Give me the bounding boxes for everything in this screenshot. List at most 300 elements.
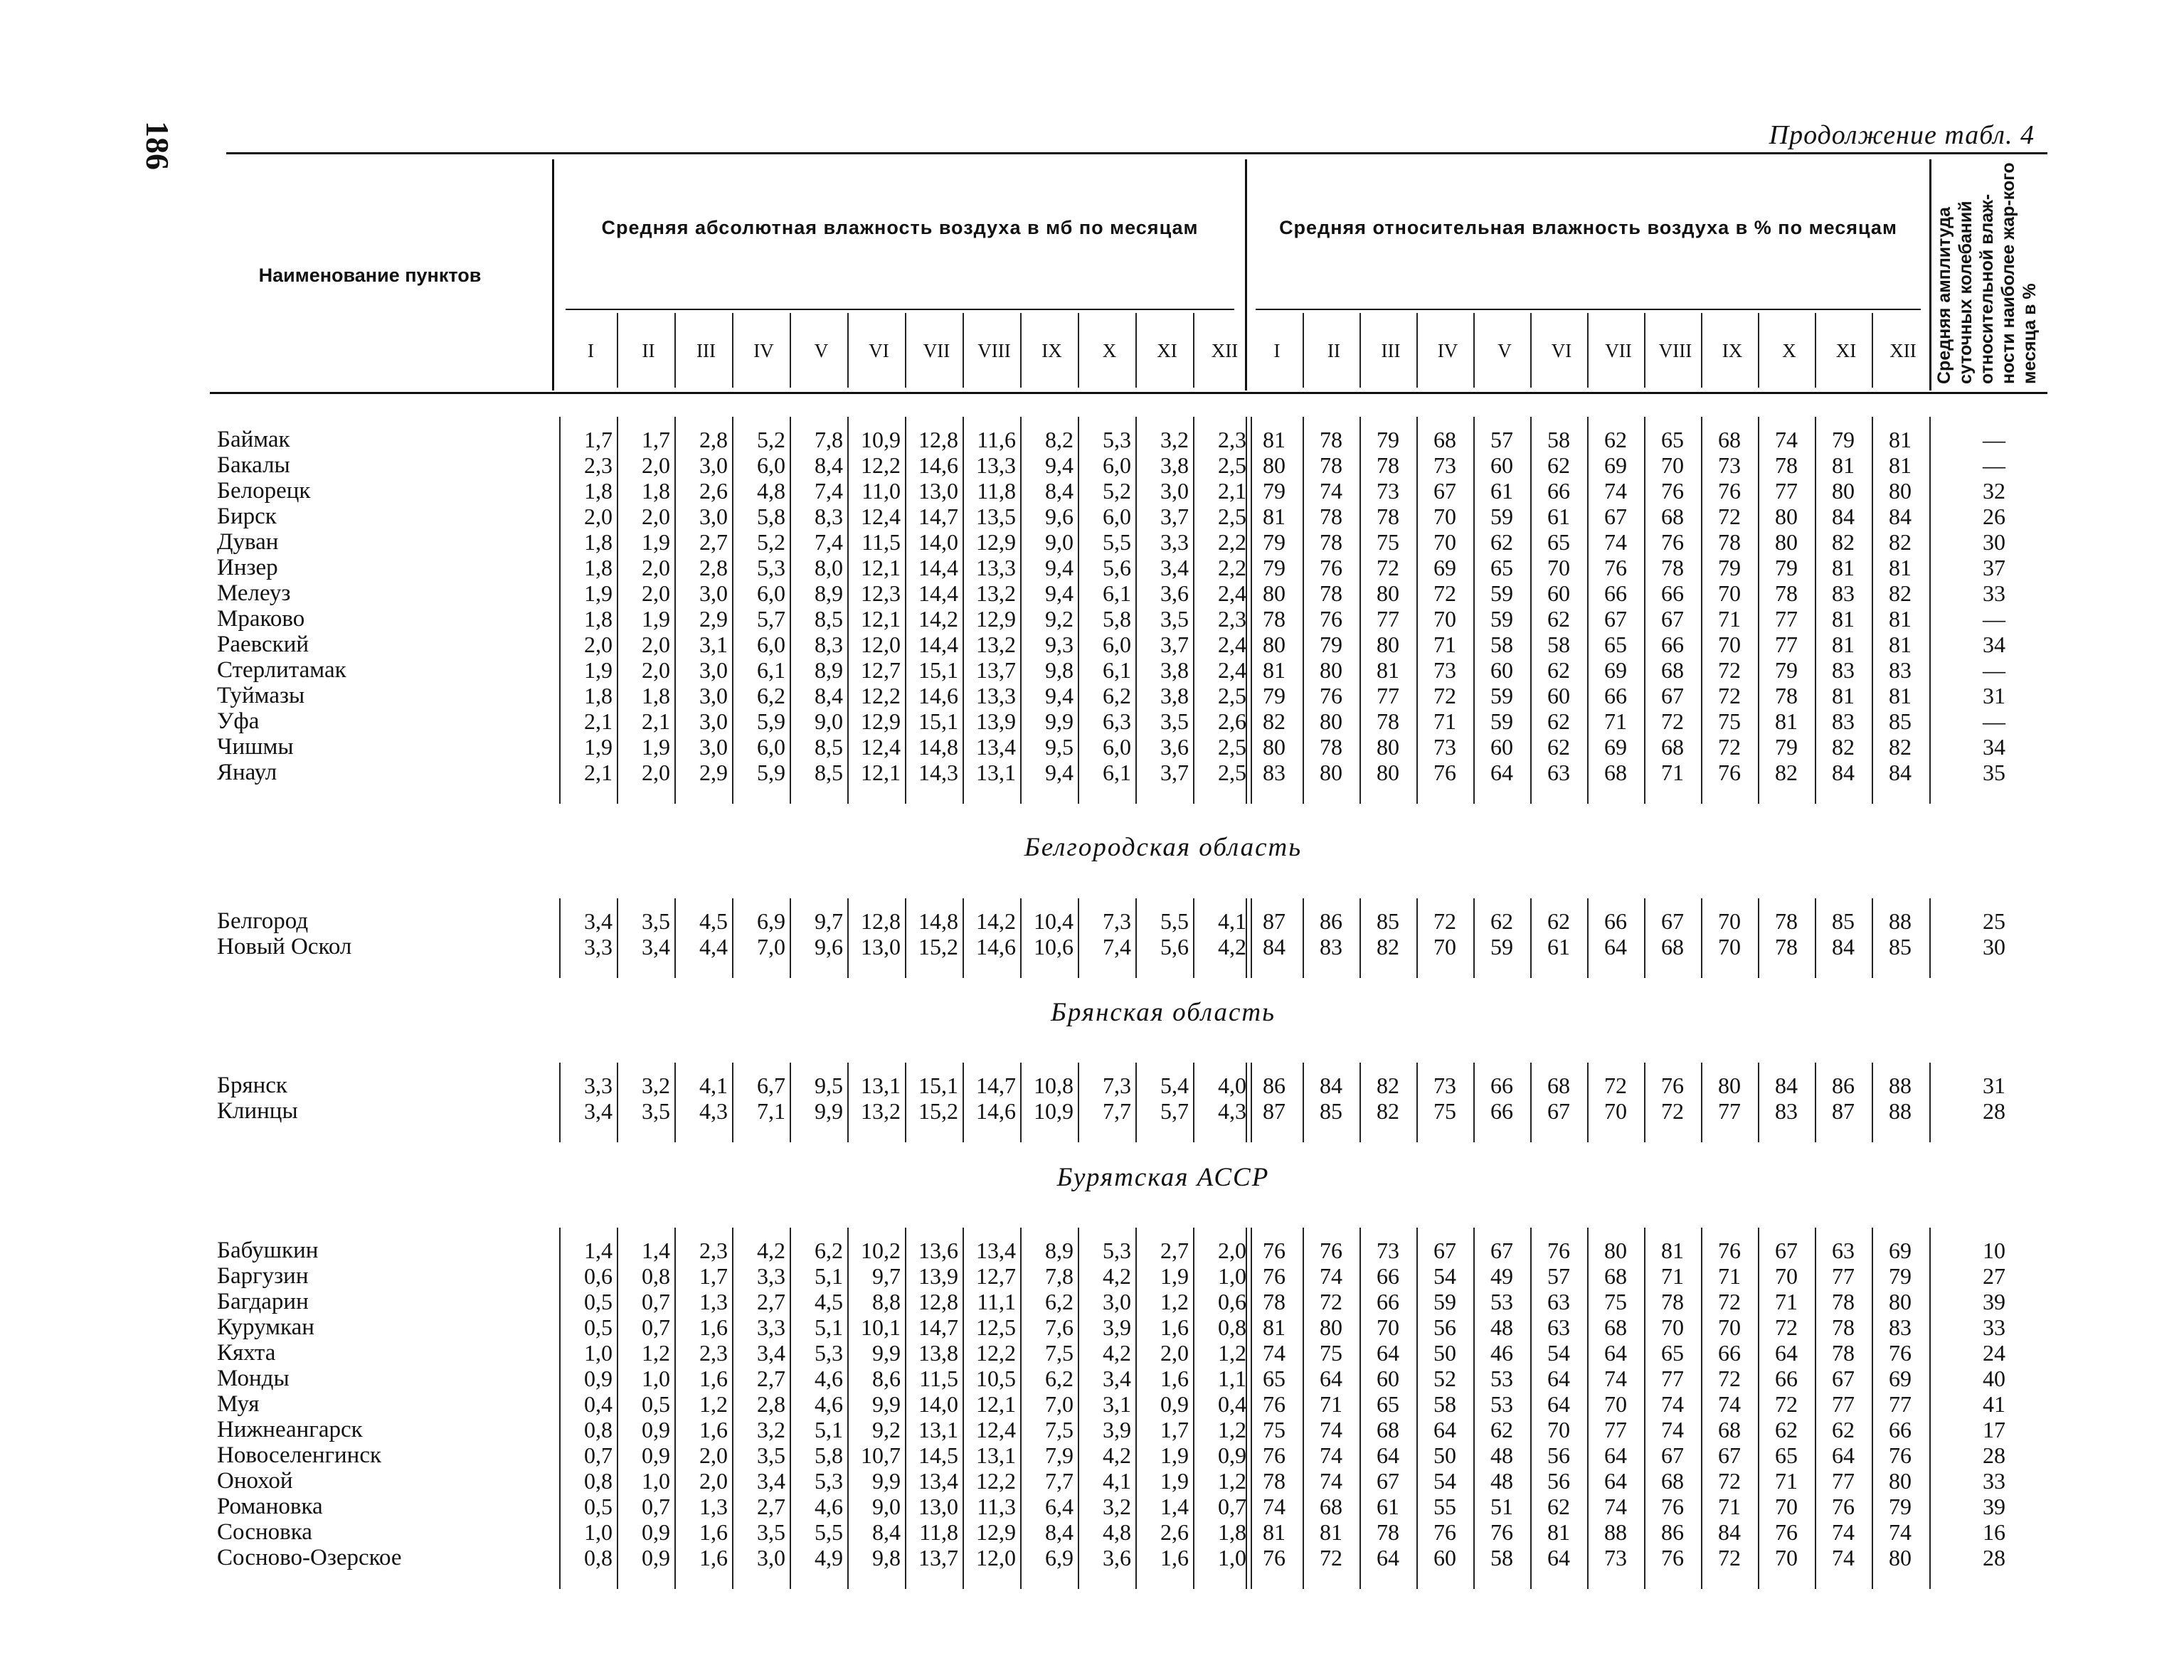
abs-humidity-cell: 14,4 bbox=[918, 555, 958, 580]
column-separator bbox=[1193, 898, 1194, 978]
station-name: Мраково bbox=[217, 606, 305, 632]
rel-humidity-cell: 57 bbox=[1547, 1263, 1570, 1289]
rel-humidity-cell: 79 bbox=[1775, 555, 1798, 580]
abs-humidity-cell: 1,2 bbox=[1218, 1468, 1246, 1494]
abs-humidity-cell: 6,9 bbox=[757, 908, 785, 934]
abs-humidity-cell: 1,9 bbox=[1160, 1468, 1189, 1494]
rel-month-header: IV bbox=[1437, 340, 1458, 361]
abs-humidity-cell: 13,3 bbox=[976, 452, 1016, 478]
rel-humidity-cell: 76 bbox=[1718, 478, 1741, 504]
abs-humidity-cell: 8,4 bbox=[872, 1519, 901, 1545]
abs-humidity-cell: 2,9 bbox=[699, 606, 728, 632]
rel-humidity-cell: 67 bbox=[1718, 1442, 1741, 1468]
rel-humidity-cell: 78 bbox=[1718, 529, 1741, 555]
rel-humidity-cell: 69 bbox=[1604, 657, 1627, 683]
month-header-separator bbox=[1758, 313, 1759, 388]
rel-humidity-cell: 73 bbox=[1433, 734, 1456, 760]
abs-month-header: II bbox=[642, 340, 655, 361]
rel-humidity-cell: 65 bbox=[1490, 555, 1513, 580]
station-name: Романовка bbox=[217, 1494, 323, 1519]
amplitude-cell: 32 bbox=[1983, 478, 2005, 504]
rel-humidity-cell: 67 bbox=[1832, 1366, 1855, 1391]
rel-humidity-cell: 74 bbox=[1320, 1263, 1342, 1289]
abs-humidity-cell: 1,0 bbox=[584, 1519, 613, 1545]
rel-humidity-cell: 80 bbox=[1320, 657, 1342, 683]
abs-humidity-cell: 2,5 bbox=[1218, 452, 1246, 478]
station-name: Янаул bbox=[217, 760, 277, 785]
rel-humidity-cell: 84 bbox=[1718, 1519, 1741, 1545]
abs-humidity-cell: 9,0 bbox=[815, 708, 843, 734]
section-title: Бурятская АССР bbox=[1056, 1163, 1270, 1192]
rel-humidity-cell: 72 bbox=[1433, 908, 1456, 934]
amplitude-cell: 33 bbox=[1983, 1314, 2005, 1340]
abs-humidity-cell: 13,4 bbox=[918, 1468, 958, 1494]
abs-month-header: VIII bbox=[977, 340, 1011, 361]
rel-humidity-cell: 83 bbox=[1263, 760, 1286, 785]
rel-humidity-cell: 77 bbox=[1718, 1098, 1741, 1124]
abs-humidity-cell: 14,7 bbox=[976, 1073, 1016, 1098]
rel-month-header: II bbox=[1327, 340, 1340, 361]
rel-humidity-cell: 57 bbox=[1490, 427, 1513, 452]
column-separator bbox=[674, 1063, 676, 1142]
abs-humidity-cell: 14,4 bbox=[918, 580, 958, 606]
abs-humidity-cell: 0,7 bbox=[1218, 1494, 1246, 1519]
month-header-separator bbox=[963, 313, 964, 388]
rel-humidity-cell: 79 bbox=[1263, 555, 1286, 580]
abs-humidity-cell: 1,3 bbox=[699, 1494, 728, 1519]
abs-humidity-cell: 9,9 bbox=[815, 1098, 843, 1124]
abs-humidity-cell: 2,6 bbox=[1160, 1519, 1189, 1545]
column-separator bbox=[1416, 1063, 1418, 1142]
rel-humidity-cell: 79 bbox=[1718, 555, 1741, 580]
rel-humidity-cell: 60 bbox=[1490, 657, 1513, 683]
abs-humidity-cell: 3,3 bbox=[584, 1073, 613, 1098]
rel-humidity-cell: 75 bbox=[1263, 1417, 1286, 1442]
abs-humidity-cell: 9,9 bbox=[872, 1468, 901, 1494]
abs-humidity-cell: 7,9 bbox=[1045, 1442, 1074, 1468]
rel-humidity-cell: 80 bbox=[1718, 1073, 1741, 1098]
abs-humidity-cell: 2,4 bbox=[1218, 657, 1246, 683]
rel-humidity-cell: 66 bbox=[1604, 908, 1627, 934]
rel-humidity-cell: 70 bbox=[1604, 1098, 1627, 1124]
rel-humidity-cell: 69 bbox=[1889, 1366, 1912, 1391]
rel-humidity-cell: 58 bbox=[1490, 1545, 1513, 1570]
abs-humidity-cell: 5,9 bbox=[757, 708, 785, 734]
column-separator bbox=[1359, 898, 1361, 978]
abs-humidity-cell: 13,7 bbox=[976, 657, 1016, 683]
column-separator bbox=[1701, 898, 1702, 978]
table-continuation-caption: Продолжение табл. 4 bbox=[1769, 120, 2035, 150]
abs-humidity-cell: 14,8 bbox=[918, 734, 958, 760]
abs-humidity-cell: 5,1 bbox=[815, 1314, 843, 1340]
abs-humidity-cell: 0,7 bbox=[584, 1442, 613, 1468]
abs-humidity-cell: 12,4 bbox=[861, 734, 901, 760]
abs-humidity-cell: 4,8 bbox=[1103, 1519, 1131, 1545]
abs-humidity-cell: 9,6 bbox=[815, 934, 843, 959]
abs-humidity-cell: 6,0 bbox=[757, 734, 785, 760]
abs-humidity-cell: 10,9 bbox=[861, 427, 901, 452]
abs-humidity-cell: 2,4 bbox=[1218, 632, 1246, 657]
abs-humidity-cell: 1,9 bbox=[584, 580, 613, 606]
abs-humidity-cell: 3,4 bbox=[757, 1340, 785, 1366]
abs-humidity-cell: 9,8 bbox=[872, 1545, 901, 1570]
rel-humidity-cell: 74 bbox=[1604, 478, 1627, 504]
rel-humidity-cell: 67 bbox=[1775, 1238, 1798, 1263]
rel-month-header: XII bbox=[1889, 340, 1917, 361]
abs-humidity-cell: 5,3 bbox=[815, 1468, 843, 1494]
rel-humidity-cell: 76 bbox=[1661, 478, 1684, 504]
abs-humidity-cell: 3,1 bbox=[1103, 1391, 1131, 1417]
abs-humidity-cell: 13,0 bbox=[918, 1494, 958, 1519]
rel-humidity-cell: 78 bbox=[1377, 504, 1399, 529]
rel-humidity-cell: 70 bbox=[1775, 1545, 1798, 1570]
abs-humidity-cell: 1,4 bbox=[584, 1238, 613, 1263]
rel-humidity-cell: 72 bbox=[1718, 734, 1741, 760]
amplitude-cell: 27 bbox=[1983, 1263, 2005, 1289]
abs-humidity-cell: 5,8 bbox=[815, 1442, 843, 1468]
abs-humidity-cell: 0,8 bbox=[584, 1417, 613, 1442]
rel-humidity-cell: 68 bbox=[1433, 427, 1456, 452]
rel-humidity-cell: 72 bbox=[1320, 1545, 1342, 1570]
rel-humidity-cell: 64 bbox=[1547, 1366, 1570, 1391]
rel-month-header: IX bbox=[1722, 340, 1743, 361]
abs-humidity-cell: 5,5 bbox=[1103, 529, 1131, 555]
abs-humidity-cell: 5,6 bbox=[1160, 934, 1189, 959]
abs-humidity-cell: 3,4 bbox=[757, 1468, 785, 1494]
rel-humidity-cell: 70 bbox=[1718, 632, 1741, 657]
section-title: Белгородская область bbox=[1024, 833, 1303, 862]
month-header-separator bbox=[1587, 313, 1589, 388]
rel-humidity-cell: 64 bbox=[1604, 1442, 1627, 1468]
rel-humidity-cell: 77 bbox=[1377, 606, 1399, 632]
abs-month-header: IX bbox=[1041, 340, 1062, 361]
abs-humidity-cell: 11,8 bbox=[919, 1519, 958, 1545]
rel-humidity-cell: 62 bbox=[1547, 1494, 1570, 1519]
rel-humidity-cell: 81 bbox=[1889, 606, 1912, 632]
rel-humidity-cell: 80 bbox=[1377, 632, 1399, 657]
abs-month-header: I bbox=[588, 340, 594, 361]
column-separator bbox=[1872, 1063, 1873, 1142]
rel-humidity-cell: 71 bbox=[1718, 1494, 1741, 1519]
abs-humidity-cell: 12,0 bbox=[861, 632, 901, 657]
rel-humidity-cell: 66 bbox=[1661, 632, 1684, 657]
rel-humidity-cell: 65 bbox=[1661, 427, 1684, 452]
abs-humidity-cell: 6,2 bbox=[757, 683, 785, 708]
column-separator bbox=[1644, 898, 1645, 978]
column-separator bbox=[1359, 417, 1361, 804]
column-separator bbox=[1020, 1228, 1022, 1589]
rel-humidity-cell: 75 bbox=[1320, 1340, 1342, 1366]
station-name: Раевский bbox=[217, 632, 309, 657]
rel-humidity-cell: 64 bbox=[1775, 1340, 1798, 1366]
column-separator bbox=[559, 1228, 561, 1589]
station-name: Чишмы bbox=[217, 734, 294, 760]
rel-humidity-cell: 81 bbox=[1320, 1519, 1342, 1545]
rel-humidity-cell: 78 bbox=[1263, 1289, 1286, 1314]
rel-humidity-cell: 65 bbox=[1377, 1391, 1399, 1417]
abs-humidity-cell: 9,9 bbox=[872, 1340, 901, 1366]
rel-humidity-cell: 74 bbox=[1889, 1519, 1912, 1545]
rel-humidity-cell: 70 bbox=[1718, 1314, 1741, 1340]
abs-humidity-cell: 4,3 bbox=[1218, 1098, 1246, 1124]
rel-humidity-cell: 81 bbox=[1547, 1519, 1570, 1545]
rel-humidity-cell: 66 bbox=[1661, 580, 1684, 606]
abs-humidity-cell: 2,7 bbox=[757, 1289, 785, 1314]
station-name: Нижнеангарск bbox=[217, 1417, 363, 1442]
abs-humidity-cell: 7,0 bbox=[1045, 1391, 1074, 1417]
rel-humidity-cell: 67 bbox=[1433, 1238, 1456, 1263]
rel-humidity-cell: 64 bbox=[1832, 1442, 1855, 1468]
rel-humidity-cell: 76 bbox=[1775, 1519, 1798, 1545]
abs-humidity-cell: 12,7 bbox=[861, 657, 901, 683]
abs-humidity-cell: 4,9 bbox=[815, 1545, 843, 1570]
rel-humidity-cell: 64 bbox=[1377, 1545, 1399, 1570]
rel-humidity-cell: 73 bbox=[1377, 478, 1399, 504]
rel-humidity-cell: 59 bbox=[1490, 580, 1513, 606]
rel-humidity-cell: 65 bbox=[1604, 632, 1627, 657]
rel-humidity-cell: 68 bbox=[1718, 427, 1741, 452]
abs-humidity-cell: 1,0 bbox=[642, 1468, 670, 1494]
rel-humidity-cell: 67 bbox=[1661, 683, 1684, 708]
abs-humidity-cell: 1,0 bbox=[1218, 1545, 1246, 1570]
abs-humidity-cell: 9,7 bbox=[872, 1263, 901, 1289]
rel-humidity-cell: 67 bbox=[1604, 606, 1627, 632]
rel-humidity-cell: 81 bbox=[1832, 452, 1855, 478]
column-separator bbox=[1078, 1063, 1079, 1142]
rel-humidity-cell: 63 bbox=[1547, 760, 1570, 785]
rel-humidity-cell: 75 bbox=[1604, 1289, 1627, 1314]
rel-humidity-cell: 76 bbox=[1604, 555, 1627, 580]
abs-humidity-cell: 6,2 bbox=[1045, 1289, 1074, 1314]
rel-humidity-cell: 88 bbox=[1604, 1519, 1627, 1545]
rel-humidity-cell: 67 bbox=[1661, 1442, 1684, 1468]
rel-humidity-cell: 88 bbox=[1889, 1073, 1912, 1098]
rel-humidity-cell: 71 bbox=[1661, 1263, 1684, 1289]
column-separator bbox=[1078, 1228, 1079, 1589]
abs-humidity-cell: 0,8 bbox=[584, 1545, 613, 1570]
abs-humidity-cell: 14,2 bbox=[976, 908, 1016, 934]
column-separator bbox=[1193, 1063, 1194, 1142]
rel-humidity-cell: 76 bbox=[1889, 1340, 1912, 1366]
abs-month-header: XII bbox=[1211, 340, 1239, 361]
column-separator bbox=[674, 417, 676, 804]
column-separator bbox=[1135, 1063, 1137, 1142]
rel-humidity-cell: 80 bbox=[1377, 734, 1399, 760]
rel-humidity-cell: 82 bbox=[1377, 1098, 1399, 1124]
abs-humidity-cell: 7,8 bbox=[1045, 1263, 1074, 1289]
rel-month-header: I bbox=[1273, 340, 1281, 361]
rel-month-header: VI bbox=[1551, 340, 1572, 361]
rel-humidity-cell: 78 bbox=[1775, 683, 1798, 708]
abs-humidity-cell: 12,8 bbox=[918, 427, 958, 452]
absolute-humidity-group-header: Средняя абсолютная влажность воздуха в мб по месяцам bbox=[601, 217, 1199, 238]
abs-humidity-cell: 4,2 bbox=[1218, 934, 1246, 959]
column-separator bbox=[1587, 417, 1589, 804]
abs-humidity-cell: 12,1 bbox=[861, 555, 901, 580]
abs-humidity-cell: 6,0 bbox=[1103, 632, 1131, 657]
abs-humidity-cell: 0,8 bbox=[1218, 1314, 1246, 1340]
abs-humidity-cell: 3,0 bbox=[699, 657, 728, 683]
abs-humidity-cell: 0,4 bbox=[584, 1391, 613, 1417]
amplitude-cell: 28 bbox=[1983, 1442, 2005, 1468]
abs-humidity-cell: 13,7 bbox=[918, 1545, 958, 1570]
amplitude-cell: 24 bbox=[1983, 1340, 2005, 1366]
rel-humidity-cell: 80 bbox=[1775, 504, 1798, 529]
abs-humidity-cell: 2,3 bbox=[1218, 427, 1246, 452]
rel-humidity-cell: 61 bbox=[1547, 504, 1570, 529]
rel-humidity-cell: 59 bbox=[1490, 934, 1513, 959]
abs-humidity-cell: 13,1 bbox=[976, 1442, 1016, 1468]
abs-month-header: III bbox=[696, 340, 716, 361]
rel-humidity-cell: 64 bbox=[1604, 1340, 1627, 1366]
rel-humidity-cell: 79 bbox=[1263, 529, 1286, 555]
rel-humidity-cell: 73 bbox=[1433, 657, 1456, 683]
rel-humidity-cell: 70 bbox=[1547, 555, 1570, 580]
rel-humidity-cell: 87 bbox=[1263, 908, 1286, 934]
abs-humidity-cell: 2,0 bbox=[584, 632, 613, 657]
rel-humidity-cell: 48 bbox=[1490, 1468, 1513, 1494]
rel-humidity-cell: 72 bbox=[1775, 1314, 1798, 1340]
rel-humidity-cell: 76 bbox=[1433, 760, 1456, 785]
abs-humidity-cell: 4,2 bbox=[1103, 1263, 1131, 1289]
rel-humidity-cell: 68 bbox=[1661, 734, 1684, 760]
abs-humidity-cell: 5,3 bbox=[757, 555, 785, 580]
abs-humidity-cell: 2,0 bbox=[642, 657, 670, 683]
column-separator bbox=[905, 898, 906, 978]
abs-humidity-cell: 1,2 bbox=[1160, 1289, 1189, 1314]
abs-humidity-cell: 8,9 bbox=[1045, 1238, 1074, 1263]
abs-humidity-cell: 3,5 bbox=[1160, 606, 1189, 632]
column-separator bbox=[847, 898, 849, 978]
month-header-separator bbox=[905, 313, 906, 388]
amplitude-cell: 39 bbox=[1983, 1494, 2005, 1519]
rel-humidity-cell: 81 bbox=[1889, 555, 1912, 580]
rel-humidity-cell: 72 bbox=[1718, 504, 1741, 529]
abs-humidity-cell: 12,1 bbox=[976, 1391, 1016, 1417]
abs-humidity-cell: 3,6 bbox=[1103, 1545, 1131, 1570]
rel-humidity-cell: 82 bbox=[1889, 734, 1912, 760]
column-separator bbox=[1872, 898, 1873, 978]
abs-humidity-cell: 9,8 bbox=[1045, 657, 1074, 683]
abs-humidity-cell: 6,4 bbox=[1045, 1494, 1074, 1519]
column-separator bbox=[1473, 898, 1475, 978]
rel-humidity-cell: 74 bbox=[1718, 1391, 1741, 1417]
rel-humidity-cell: 64 bbox=[1377, 1442, 1399, 1468]
column-separator bbox=[732, 1063, 733, 1142]
rel-humidity-cell: 71 bbox=[1604, 708, 1627, 734]
abs-humidity-cell: 6,0 bbox=[757, 632, 785, 657]
rel-humidity-cell: 81 bbox=[1832, 683, 1855, 708]
abs-humidity-cell: 9,4 bbox=[1045, 555, 1074, 580]
abs-humidity-cell: 2,3 bbox=[584, 452, 613, 478]
rel-humidity-cell: 81 bbox=[1889, 683, 1912, 708]
rel-humidity-cell: 80 bbox=[1320, 760, 1342, 785]
abs-humidity-cell: 0,9 bbox=[1160, 1391, 1189, 1417]
abs-humidity-cell: 14,3 bbox=[918, 760, 958, 785]
month-header-separator bbox=[1644, 313, 1645, 388]
abs-humidity-cell: 13,6 bbox=[918, 1238, 958, 1263]
rel-humidity-cell: 76 bbox=[1263, 1263, 1286, 1289]
rel-humidity-cell: 87 bbox=[1832, 1098, 1855, 1124]
rel-humidity-cell: 76 bbox=[1889, 1442, 1912, 1468]
abs-humidity-cell: 11,3 bbox=[977, 1494, 1016, 1519]
abs-humidity-cell: 5,4 bbox=[1160, 1073, 1189, 1098]
column-separator bbox=[790, 1063, 791, 1142]
abs-month-header: X bbox=[1102, 340, 1117, 361]
rel-humidity-cell: 70 bbox=[1433, 606, 1456, 632]
column-separator bbox=[1020, 417, 1022, 804]
rel-humidity-cell: 72 bbox=[1377, 555, 1399, 580]
rel-humidity-cell: 76 bbox=[1320, 555, 1342, 580]
abs-humidity-cell: 8,4 bbox=[815, 683, 843, 708]
rel-humidity-cell: 78 bbox=[1832, 1314, 1855, 1340]
abs-humidity-cell: 13,4 bbox=[976, 1238, 1016, 1263]
column-separator bbox=[1359, 1228, 1361, 1589]
abs-humidity-cell: 13,0 bbox=[861, 934, 901, 959]
month-header-separator bbox=[1303, 313, 1304, 388]
rel-humidity-cell: 73 bbox=[1377, 1238, 1399, 1263]
amplitude-cell: 31 bbox=[1983, 683, 2005, 708]
abs-humidity-cell: 12,5 bbox=[976, 1314, 1016, 1340]
abs-humidity-cell: 3,4 bbox=[584, 908, 613, 934]
station-name: Уфа bbox=[217, 708, 260, 734]
abs-humidity-cell: 2,0 bbox=[642, 555, 670, 580]
rel-humidity-cell: 77 bbox=[1661, 1366, 1684, 1391]
abs-humidity-cell: 13,8 bbox=[918, 1340, 958, 1366]
rel-humidity-cell: 76 bbox=[1263, 1442, 1286, 1468]
abs-humidity-cell: 4,6 bbox=[815, 1494, 843, 1519]
abs-humidity-cell: 1,6 bbox=[699, 1519, 728, 1545]
abs-humidity-cell: 3,6 bbox=[1160, 580, 1189, 606]
rel-humidity-cell: 79 bbox=[1775, 734, 1798, 760]
rel-humidity-cell: 48 bbox=[1490, 1314, 1513, 1340]
column-separator bbox=[617, 1228, 618, 1589]
rel-humidity-cell: 76 bbox=[1661, 1494, 1684, 1519]
amplitude-cell: — bbox=[1983, 427, 2005, 452]
station-name: Курумкан bbox=[217, 1314, 314, 1340]
rel-month-header: X bbox=[1782, 340, 1796, 361]
rel-humidity-cell: 84 bbox=[1832, 760, 1855, 785]
abs-humidity-cell: 1,8 bbox=[1218, 1519, 1246, 1545]
abs-humidity-cell: 2,0 bbox=[642, 760, 670, 785]
abs-humidity-cell: 1,6 bbox=[699, 1417, 728, 1442]
column-separator bbox=[674, 898, 676, 978]
column-separator bbox=[617, 1063, 618, 1142]
abs-humidity-cell: 1,2 bbox=[1218, 1340, 1246, 1366]
abs-humidity-cell: 3,5 bbox=[642, 908, 670, 934]
station-name: Бирск bbox=[217, 504, 277, 529]
column-separator bbox=[1701, 1063, 1702, 1142]
abs-humidity-cell: 0,4 bbox=[1218, 1391, 1246, 1417]
abs-humidity-cell: 10,8 bbox=[1034, 1073, 1074, 1098]
abs-humidity-cell: 2,3 bbox=[699, 1340, 728, 1366]
rel-humidity-cell: 68 bbox=[1661, 934, 1684, 959]
abs-humidity-cell: 9,4 bbox=[1045, 760, 1074, 785]
abs-humidity-cell: 2,1 bbox=[584, 760, 613, 785]
abs-humidity-cell: 14,6 bbox=[976, 1098, 1016, 1124]
abs-humidity-cell: 6,0 bbox=[1103, 734, 1131, 760]
rel-humidity-cell: 66 bbox=[1377, 1289, 1399, 1314]
abs-humidity-cell: 2,8 bbox=[757, 1391, 785, 1417]
rel-humidity-cell: 64 bbox=[1377, 1340, 1399, 1366]
rel-humidity-cell: 72 bbox=[1718, 657, 1741, 683]
rel-humidity-cell: 69 bbox=[1604, 734, 1627, 760]
rel-humidity-cell: 78 bbox=[1775, 452, 1798, 478]
rel-month-header: VII bbox=[1605, 340, 1632, 361]
top-rule bbox=[226, 152, 2047, 154]
abs-humidity-cell: 3,4 bbox=[584, 1098, 613, 1124]
rel-humidity-cell: 80 bbox=[1832, 478, 1855, 504]
